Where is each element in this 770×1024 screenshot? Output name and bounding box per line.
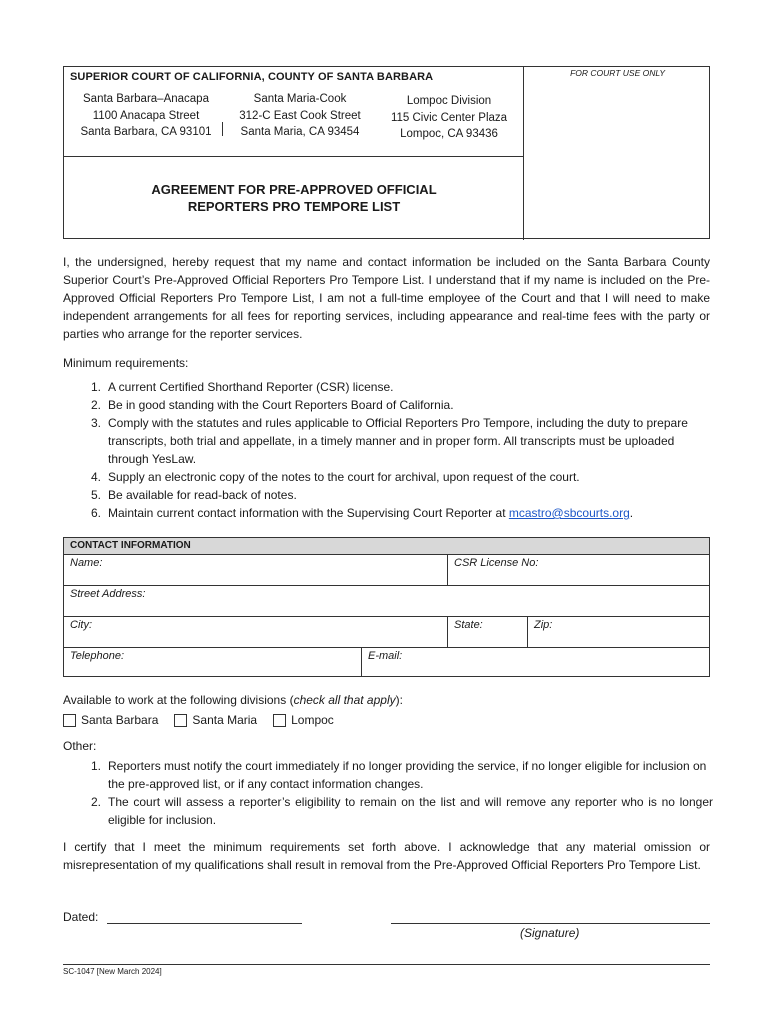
location-santa-maria bbox=[236, 91, 364, 141]
item-text: The court will assess a reporter’s eligibility to remain on the list and will remove any reporter who is no longer eligible for inclusion. bbox=[108, 795, 713, 827]
division-checkboxes bbox=[63, 713, 350, 727]
item-text: Comply with the statutes and rules applicable to Official Reporters Pro Tempore, including the duty to prepare transcripts, both trial and appellate, in a timely manner and in proper form. All transcripts must be uploaded through YesLaw. bbox=[108, 416, 688, 466]
item-number: 2. bbox=[90, 795, 101, 809]
item-number: 1. bbox=[90, 380, 101, 394]
checkbox-label: Santa Barbara bbox=[81, 713, 159, 727]
title-line-1: AGREEMENT FOR PRE-APPROVED OFFICIAL bbox=[151, 182, 437, 197]
court-use-label: FOR COURT USE ONLY bbox=[570, 68, 665, 78]
dated-label: Dated: bbox=[63, 910, 99, 924]
list-item bbox=[63, 378, 713, 396]
state-label: State: bbox=[454, 619, 483, 631]
list-item bbox=[63, 757, 713, 793]
court-address-area bbox=[64, 67, 524, 157]
location-street: 115 Civic Center Plaza bbox=[390, 111, 508, 124]
location-city: Lompoc, CA 93436 bbox=[400, 128, 498, 140]
city-label: City: bbox=[70, 619, 92, 631]
checkbox-square[interactable] bbox=[273, 714, 286, 727]
contact-row-phone bbox=[64, 648, 709, 677]
contact-row-city bbox=[64, 617, 709, 648]
checkbox-santa-barbara[interactable] bbox=[63, 713, 158, 727]
item-text: Supply an electronic copy of the notes to the court for archival, upon request of the court. bbox=[108, 470, 580, 484]
signature-input-line[interactable] bbox=[391, 923, 710, 924]
zip-field[interactable] bbox=[527, 617, 709, 647]
item-text bbox=[108, 504, 713, 522]
contact-information-table bbox=[63, 537, 710, 677]
availability-suffix: ): bbox=[395, 693, 403, 707]
location-name: Santa Barbara–Anacapa bbox=[83, 93, 209, 105]
telephone-label: Telephone: bbox=[70, 650, 125, 662]
item-number: 2. bbox=[90, 398, 101, 412]
item-text: A current Certified Shorthand Reporter (CSR) license. bbox=[108, 380, 394, 394]
location-city: Santa Barbara, CA 93101 bbox=[80, 126, 212, 138]
item-text: Be available for read-back of notes. bbox=[108, 488, 297, 502]
title-area bbox=[64, 157, 524, 240]
location-name: Santa Maria-Cook bbox=[253, 93, 347, 105]
list-item bbox=[63, 396, 713, 414]
item-text-end: . bbox=[629, 506, 634, 520]
availability-instruction: check all that apply bbox=[293, 693, 396, 707]
checkbox-label: Lompoc bbox=[291, 713, 334, 727]
location-name: Lompoc Division bbox=[406, 95, 492, 107]
email-label: E-mail: bbox=[368, 650, 403, 662]
list-item bbox=[63, 504, 713, 522]
signature-label: (Signature) bbox=[520, 926, 580, 940]
requirements-list bbox=[63, 378, 713, 522]
location-street: 1100 Anacapa Street bbox=[92, 109, 200, 122]
footer-rule bbox=[63, 964, 710, 965]
location-city: Santa Maria, CA 93454 bbox=[240, 126, 360, 138]
street-address-label: Street Address: bbox=[70, 588, 146, 600]
availability-label bbox=[63, 693, 403, 707]
location-lompoc bbox=[386, 93, 512, 143]
checkbox-lompoc[interactable] bbox=[273, 713, 334, 727]
item-text-lead: Maintain current contact information with the Supervising Court Reporter at bbox=[108, 506, 509, 520]
street-address-field[interactable] bbox=[64, 586, 709, 616]
item-number: 5. bbox=[90, 488, 101, 502]
checkbox-label: Santa Maria bbox=[192, 713, 258, 727]
title-line-2: REPORTERS PRO TEMPORE LIST bbox=[187, 199, 401, 214]
other-label: Other: bbox=[63, 739, 97, 753]
name-field[interactable] bbox=[64, 555, 447, 585]
list-item bbox=[63, 793, 713, 829]
item-text: Be in good standing with the Court Reporters Board of California. bbox=[108, 398, 454, 412]
other-list bbox=[63, 757, 713, 829]
address-divider bbox=[222, 122, 223, 136]
telephone-field[interactable] bbox=[64, 648, 361, 677]
item-text: Reporters must notify the court immediately if no longer providing the service, if no longer eligible for inclusion on the pre-approved list, or if any contact information changes. bbox=[108, 759, 707, 791]
item-number: 3. bbox=[90, 416, 101, 430]
caption-box bbox=[63, 66, 710, 239]
checkbox-santa-maria[interactable] bbox=[174, 713, 257, 727]
csr-license-field[interactable] bbox=[447, 555, 709, 585]
state-field[interactable] bbox=[447, 617, 527, 647]
csr-license-label: CSR License No: bbox=[454, 557, 539, 569]
intro-paragraph: I, the undersigned, hereby request that my name and contact information be included on the Santa Barbara County Superior Court’s Pre-Approved Official Reporters Pro Tempore List. I understand that if my name is included on the Pre-Approved Official Reporters Pro Tempore List, I am not a full-time employee of the Court and that I will need to make independent arrangements for all fees for reporting services, including appearance and real-time fees with the party or parties who arrange for the reporter services. bbox=[63, 255, 710, 341]
city-field[interactable] bbox=[64, 617, 447, 647]
list-item bbox=[63, 468, 713, 486]
location-santa-barbara bbox=[78, 91, 214, 141]
location-street: 312-C East Cook Street bbox=[239, 109, 361, 122]
form-title bbox=[64, 181, 524, 215]
list-item bbox=[63, 414, 713, 468]
court-name: SUPERIOR COURT OF CALIFORNIA, COUNTY OF SANTA BARBARA bbox=[70, 71, 434, 83]
certification-paragraph: I certify that I meet the minimum requirements set forth above. I acknowledge that any material omission or misrepresentation of my qualifications shall result in removal from the Pre-Approved Official Reporters Pro Tempore List. bbox=[63, 840, 710, 872]
checkbox-square[interactable] bbox=[63, 714, 76, 727]
minimum-requirements-label: Minimum requirements: bbox=[63, 356, 189, 370]
item-number: 4. bbox=[90, 470, 101, 484]
contact-heading: CONTACT INFORMATION bbox=[64, 538, 709, 555]
dated-input-line[interactable] bbox=[107, 923, 302, 924]
item-number: 6. bbox=[90, 506, 101, 520]
contact-row-street bbox=[64, 586, 709, 617]
checkbox-square[interactable] bbox=[174, 714, 187, 727]
availability-prefix: Available to work at the following divisions ( bbox=[63, 693, 294, 707]
name-label: Name: bbox=[70, 557, 103, 569]
email-link[interactable]: mcastro@sbcourts.org bbox=[508, 506, 630, 520]
zip-label: Zip: bbox=[534, 619, 553, 631]
item-number: 1. bbox=[90, 759, 101, 773]
list-item bbox=[63, 486, 713, 504]
form-number: SC-1047 [New March 2024] bbox=[63, 967, 162, 976]
email-field[interactable] bbox=[361, 648, 709, 677]
contact-row-name bbox=[64, 555, 709, 586]
